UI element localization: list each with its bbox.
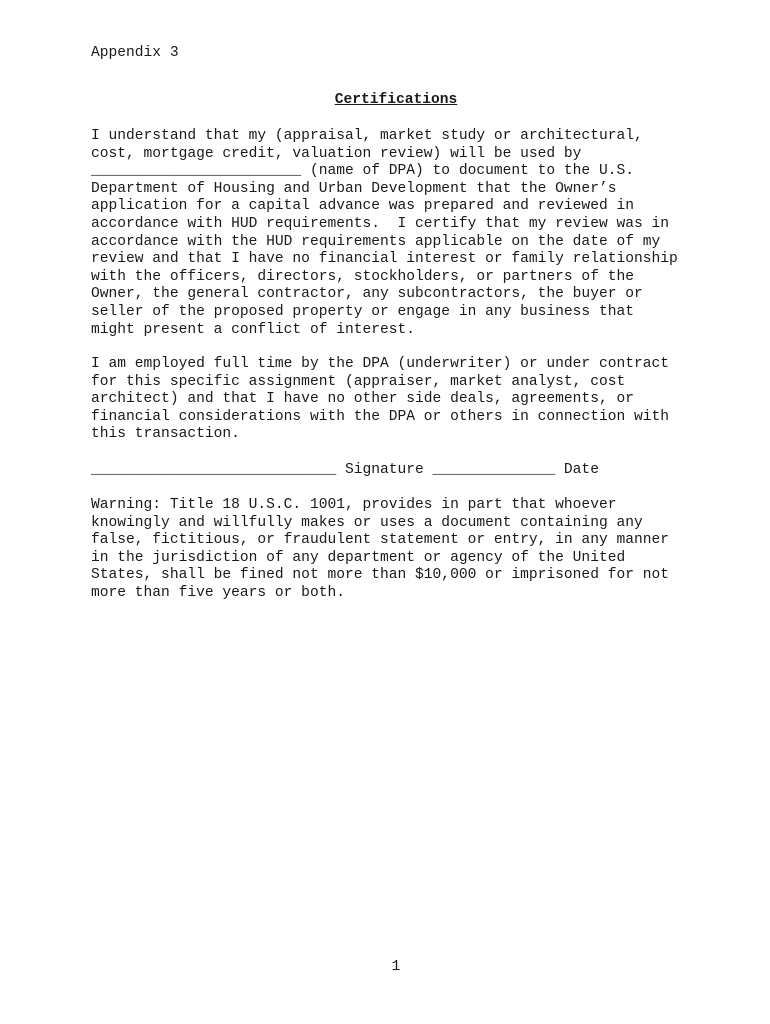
paragraph-line: review and that I have no financial interest or family relationship [91,251,678,268]
signature-date-line: ____________________________ Signature ______________ Date [91,462,599,478]
paragraph-line: architect) and that I have no other side deals, agreements, or [91,391,634,408]
paragraph-line: in the jurisdiction of any department or agency of the United [91,549,626,566]
paragraph-line: might present a conflict of interest. [91,321,416,338]
paragraph-line: Department of Housing and Urban Development that the Owner’s [91,180,617,197]
paragraph-line: Owner, the general contractor, any subcontractors, the buyer or [91,286,643,303]
employment-paragraph [91,356,731,444]
paragraph-line: I understand that my (appraisal, market study or architectural, [91,128,643,144]
paragraph-line: I am employed full time by the DPA (underwriter) or under contract [91,356,670,372]
paragraph-line: false, fictitious, or fraudulent statement or entry, in any manner [91,532,670,549]
paragraph-line: seller of the proposed property or engage in any business that [91,303,634,320]
paragraph-line: accordance with the HUD requirements applicable on the date of my [91,233,661,250]
paragraph-line: with the officers, directors, stockholders, or partners of the [91,268,634,285]
paragraph-line: for this specific assignment (appraiser, market analyst, cost [91,373,626,390]
paragraph-line: knowingly and willfully makes or uses a document containing any [91,514,643,531]
paragraph-line: more than five years or both. [91,584,345,601]
paragraph-line: financial considerations with the DPA or others in connection with [91,408,670,425]
warning-paragraph [91,497,731,603]
paragraph-line: ________________________ (name of DPA) to document to the U.S. [91,163,634,180]
paragraph-line: accordance with HUD requirements. I certify that my review was in [91,215,670,232]
document-title: Certifications [334,92,458,108]
certification-paragraph [91,128,731,339]
paragraph-line: this transaction. [91,426,240,443]
page-number: 1 [391,959,401,975]
paragraph-line: States, shall be fined not more than $10,000 or imprisoned for not [91,567,670,584]
paragraph-line: cost, mortgage credit, valuation review) will be used by [91,145,582,162]
paragraph-line: Warning: Title 18 U.S.C. 1001, provides in part that whoever [91,497,617,513]
appendix-label: Appendix 3 [91,45,179,61]
paragraph-line: application for a capital advance was prepared and reviewed in [91,198,634,215]
